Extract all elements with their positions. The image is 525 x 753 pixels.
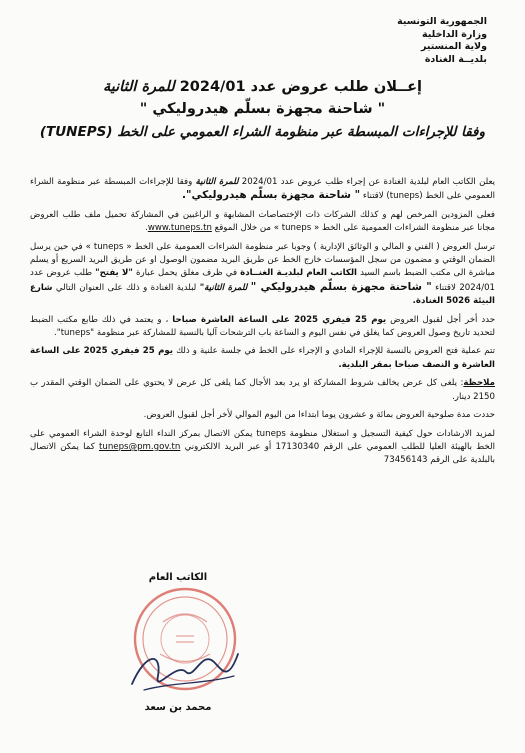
text: كما يمكن الاتصال بالبلدية على الرقم 73456143 bbox=[30, 441, 495, 466]
text: ترسل العروض ( الفني و المالي و الوثائق الإدارية ) وجوبا عبر منظومة الشراءات العمومية على الخط « tuneps » في حين يرسل الضمان الوقتي و مضمون من سجل المؤسسات خارج الخط عن طريق البريد مضمون الوصول او عن طريق البريد السريع أو يسلم مباشرة الى مكتب الضبط باسم السيد bbox=[30, 241, 496, 279]
paragraph-contact bbox=[30, 428, 495, 468]
text: وفقا للإجراءات المبسطة عبر منظومة الشراء العمومي على الخط (tuneps) لاقتناء bbox=[30, 177, 495, 202]
text: طلب عروض عدد 2024/01 لاقتناء bbox=[30, 268, 496, 293]
paragraph-opening bbox=[30, 345, 495, 372]
paragraph-submission bbox=[30, 241, 495, 309]
signature-block bbox=[118, 572, 238, 722]
letterhead-line: بلديــة الغنادة bbox=[424, 53, 487, 65]
paragraph-validity bbox=[30, 409, 495, 422]
handwritten-signature-icon bbox=[124, 632, 244, 702]
email-link[interactable]: tuneps@pm.gov.tn bbox=[99, 441, 181, 452]
text-emphasis: للمرة الثانية bbox=[195, 177, 239, 187]
letterhead-line: ولاية المنستير bbox=[420, 41, 487, 52]
text-address: شارع البيئة 5026 الغنادة. bbox=[30, 282, 495, 307]
title-tender-number: إعــلان طلب عروض عدد 2024/01 bbox=[179, 79, 423, 95]
text: لبلدية الغنادة و ذلك على العنوان التالي bbox=[55, 282, 197, 293]
text: : يلغى كل عرض يخالف شروط المشاركة او يرد بعد الأجال كما يلغى كل عرض لا يحتوي على الضمان الوقتي المقدر ب 2150 دينار. bbox=[30, 378, 495, 402]
letterhead-line: الجمهورية التونسية bbox=[397, 16, 487, 27]
text-deadline: يوم 25 فيفري 2025 على الساعة العاشرة صباحا bbox=[172, 314, 387, 325]
paragraph-intro bbox=[30, 176, 495, 204]
tuneps-link[interactable]: www.tuneps.tn bbox=[147, 223, 212, 234]
text: تتم عملية فتح العروض بالنسبة للإجراء المادي و الإجراء على الخط في جلسة علنية و ذلك bbox=[176, 346, 496, 357]
title-line-1 bbox=[40, 76, 485, 98]
text: حدد أخر أجل لقبول العروض bbox=[390, 314, 496, 325]
title-line-3: وفقا للإجراءات المبسطة عبر منظومة الشراء العمومي على الخط (TUNEPS) bbox=[39, 124, 485, 140]
text: ، و يعتمد في ذلك طابع مكتب الضبط لتحديد تاريخ وصول العروض كما يغلق في نفس اليوم و الساعة باب الترشحات آليا بالنسبة للمشاركة عبر منظومة "tuneps". bbox=[30, 314, 495, 339]
text-subject: " شاحنة مجهزة بسلّم هيدروليكي". bbox=[182, 189, 361, 202]
title-line-2: " شاحنة مجهزة بسلّم هيدروليكي " bbox=[139, 101, 386, 117]
announcement-title bbox=[40, 76, 485, 144]
signatory-title: الكاتب العام bbox=[148, 572, 208, 583]
title-second-round: للمرة الثانية bbox=[102, 79, 175, 95]
note-label: ملاحظة bbox=[463, 378, 495, 389]
paragraph-download: فعلى المزودين المرخص لهم و كذلك الشركات ذات الإختصاصات المشابهة و الراغبين في المشاركة تحميل ملف طلب العروض مجانا عبر منظومة الشراءات العمومية على الخط « tuneps » من خلال الموقع www.tuneps.tn. bbox=[30, 209, 495, 234]
text-emphasis: للمرة الثانية" bbox=[199, 282, 248, 293]
text-date: يوم 25 فيفري 2025 bbox=[83, 346, 173, 357]
text: حددت مدة صلوحية العروض بمائة و عشرون يوما ابتداءا من اليوم الموالي لأخر أجل لقبول العروض. bbox=[143, 410, 495, 421]
text: على الساعة العاشرة و النصف صباحا بمقر البلدية. bbox=[30, 346, 495, 370]
text-subject: " شاحنة مجهزة بسلّم هيدروليكي " bbox=[250, 280, 432, 293]
letterhead-line: وزارة الداخلية bbox=[422, 28, 487, 40]
text: في ظرف مغلق يحمل عبارة bbox=[135, 268, 238, 279]
letterhead bbox=[357, 16, 487, 66]
paragraph-deadline bbox=[30, 314, 495, 341]
text: يعلن الكاتب العام لبلدية الغنادة عن إجراء طلب عروض عدد 2024/01 bbox=[241, 177, 495, 187]
paragraph-note bbox=[30, 377, 495, 404]
text-emphasis: الكاتب العام لبلديـة الغنــادة bbox=[240, 268, 358, 279]
announcement-body bbox=[30, 176, 495, 473]
text: فعلى المزودين المرخص لهم و كذلك الشركات ذات الإختصاصات المشابهة و الراغبين في المشاركة تحميل ملف طلب العروض مجانا عبر منظومة الشراءات العمومية على الخط « tuneps » من خلال الموقع bbox=[30, 209, 495, 234]
text-emphasis: "لا يفتح" bbox=[95, 268, 133, 279]
signatory-name: محمد بن سعد bbox=[144, 702, 212, 713]
text: لمزيد الارشادات حول كيفية التسجيل و استغلال منظومة tuneps يمكن الاتصال بمركز النداء التابع لوحدة الشراء العمومي على الخط بالهيئة العليا للطلب العمومي على الرقم 17130340 أو عبر البريد الالكتروني bbox=[30, 428, 495, 452]
